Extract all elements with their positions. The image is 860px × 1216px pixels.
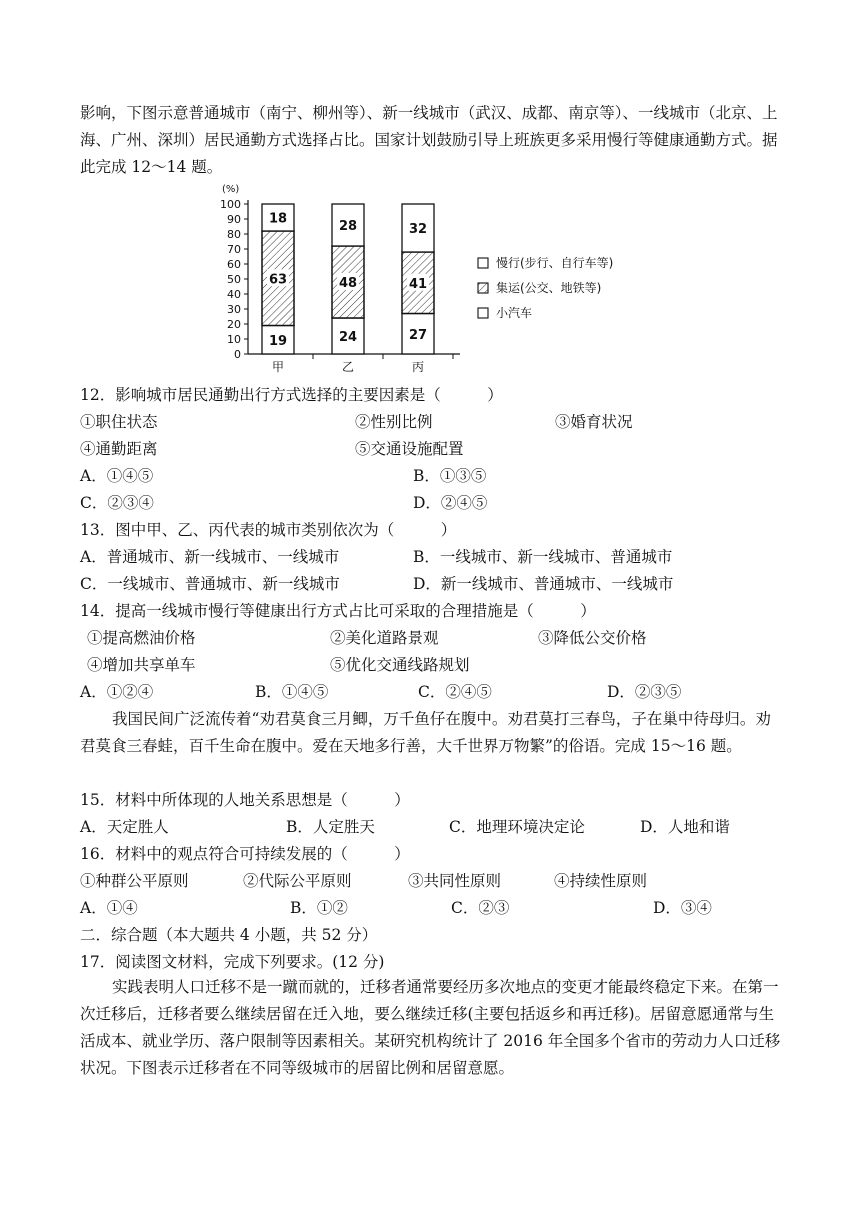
legend-label: 小汽车 — [496, 306, 533, 320]
q14-item-3: ③降低公交价格 — [538, 629, 647, 647]
q12-item-2: ②性别比例 — [355, 413, 433, 431]
q15-option-d: D．人地和谐 — [640, 818, 730, 836]
data-label: 27 — [408, 327, 428, 343]
data-label: 19 — [268, 333, 288, 349]
q15-stem: 15．材料中所体现的人地关系思想是（ ） — [80, 791, 410, 809]
q14-item-5: ⑤优化交通线路规划 — [330, 656, 470, 674]
y-tick-label: 20 — [227, 318, 241, 331]
q14-option-b: B．①④⑤ — [255, 683, 329, 701]
q16-item-2: ②代际公平原则 — [243, 872, 352, 890]
q16-option-d: D．③④ — [653, 899, 712, 917]
legend-swatch — [478, 283, 488, 293]
q12-item-4: ④通勤距离 — [80, 440, 158, 458]
y-tick-label: 90 — [227, 213, 241, 226]
x-tick-label: 甲 — [271, 360, 285, 374]
q14-option-c: C．②④⑤ — [418, 683, 492, 701]
data-label: 28 — [338, 219, 358, 234]
y-tick-label: 80 — [227, 228, 241, 241]
passage-15-16: 我国民间广泛流传着“劝君莫食三月鲫，万千鱼仔在腹中。劝君莫打三春鸟，子在巢中待母归。劝君莫食三春蛙，百千生命在腹中。爱在天地多行善，大千世界万物繁”的俗语。完成 15～16 题。 — [80, 710, 771, 755]
q12-item-1: ①职住状态 — [80, 413, 158, 431]
q17-passage: 实践表明人口迁移不是一蹴而就的，迁移者通常要经历多次地点的变更才能最终稳定下来。在第一次迁移后，迁移者要么继续居留在迁入地，要么继续迁移(主要包括返乡和再迁移)。居留意愿通常与生活成本、就业学历、落户限制等因素相关。某研究机构统计了 2016 年全国多个省市的劳动力人口迁移状况。下图表示迁移者在不同等级城市的居留比例和居留意愿。 — [80, 978, 781, 1077]
legend-label: 集运(公交、地铁等) — [496, 281, 602, 295]
q14-item-2: ②美化道路景观 — [330, 629, 439, 647]
data-label: 24 — [338, 330, 358, 345]
q13-option-c: C．一线城市、普通城市、新一线城市 — [80, 575, 340, 593]
q15-option-a: A．天定胜人 — [80, 818, 169, 836]
y-tick-label: 50 — [227, 273, 241, 286]
q13-option-a: A．普通城市、新一线城市、一线城市 — [80, 548, 340, 566]
q14-item-1: ①提高燃油价格 — [87, 629, 196, 647]
q12-item-3: ③婚育状况 — [555, 413, 633, 431]
y-tick-label: 0 — [234, 348, 241, 361]
y-tick-label: 100 — [220, 198, 241, 211]
y-tick-label: 60 — [227, 258, 241, 271]
data-label: 41 — [408, 276, 428, 292]
q12-option-a: A．①④⑤ — [80, 467, 154, 485]
q12-option-c: C．②③④ — [80, 494, 154, 512]
q17-stem: 17．阅读图文材料，完成下列要求。(12 分) — [80, 953, 385, 971]
y-tick-label: 30 — [227, 303, 241, 316]
q13-option-b: B．一线城市、新一线城市、普通城市 — [413, 548, 673, 566]
intro-paragraph: 影响，下图示意普通城市（南宁、柳州等）、新一线城市（武汉、成都、南京等）、一线城市（北京、上海、广州、深圳）居民通勤方式选择占比。国家计划鼓励引导上班族更多采用慢行等健康通勤方式。据此完成 12～14 题。 — [80, 104, 778, 176]
x-tick-label: 乙 — [341, 360, 355, 374]
x-tick-label: 丙 — [411, 360, 425, 374]
q13-stem: 13．图中甲、乙、丙代表的城市类别依次为（ ） — [80, 521, 457, 539]
data-label: 48 — [338, 276, 358, 291]
q16-item-4: ④持续性原则 — [554, 872, 648, 890]
legend-label: 慢行(步行、自行车等) — [496, 256, 614, 270]
data-label: 18 — [268, 211, 288, 227]
q16-option-b: B．①② — [290, 899, 348, 917]
legend-swatch — [478, 258, 488, 268]
legend-swatch — [478, 308, 488, 318]
q14-option-a: A．①②④ — [80, 683, 154, 701]
y-tick-label: 40 — [227, 288, 241, 301]
data-label: 63 — [268, 272, 288, 288]
q12-option-b: B．①③⑤ — [413, 467, 487, 485]
q14-item-4: ④增加共享单车 — [87, 656, 196, 674]
q15-option-c: C．地理环境决定论 — [449, 818, 585, 836]
q14-stem: 14．提高一线城市慢行等健康出行方式占比可采取的合理措施是（ ） — [80, 602, 596, 620]
q14-option-d: D．②③⑤ — [607, 683, 682, 701]
q13-option-d: D．新一线城市、普通城市、一线城市 — [413, 575, 674, 593]
q16-item-3: ③共同性原则 — [408, 872, 502, 890]
y-unit-label: (%) — [222, 184, 240, 195]
data-label: 32 — [408, 222, 428, 237]
commute-mode-chart — [210, 178, 680, 378]
q12-stem: 12．影响城市居民通勤出行方式选择的主要因素是（ ） — [80, 386, 503, 404]
q16-item-1: ①种群公平原则 — [80, 872, 189, 890]
y-tick-label: 10 — [227, 333, 241, 346]
q16-option-c: C．②③ — [451, 899, 510, 917]
y-tick-label: 70 — [227, 243, 241, 256]
stacked-bar-chart — [210, 178, 680, 378]
q16-option-a: A．①④ — [80, 899, 138, 917]
q16-stem: 16．材料中的观点符合可持续发展的（ ） — [80, 845, 410, 863]
q15-option-b: B．人定胜天 — [286, 818, 375, 836]
q12-option-d: D．②④⑤ — [413, 494, 488, 512]
q12-item-5: ⑤交通设施配置 — [355, 440, 464, 458]
section-2-heading: 二．综合题（本大题共 4 小题，共 52 分） — [80, 926, 378, 944]
